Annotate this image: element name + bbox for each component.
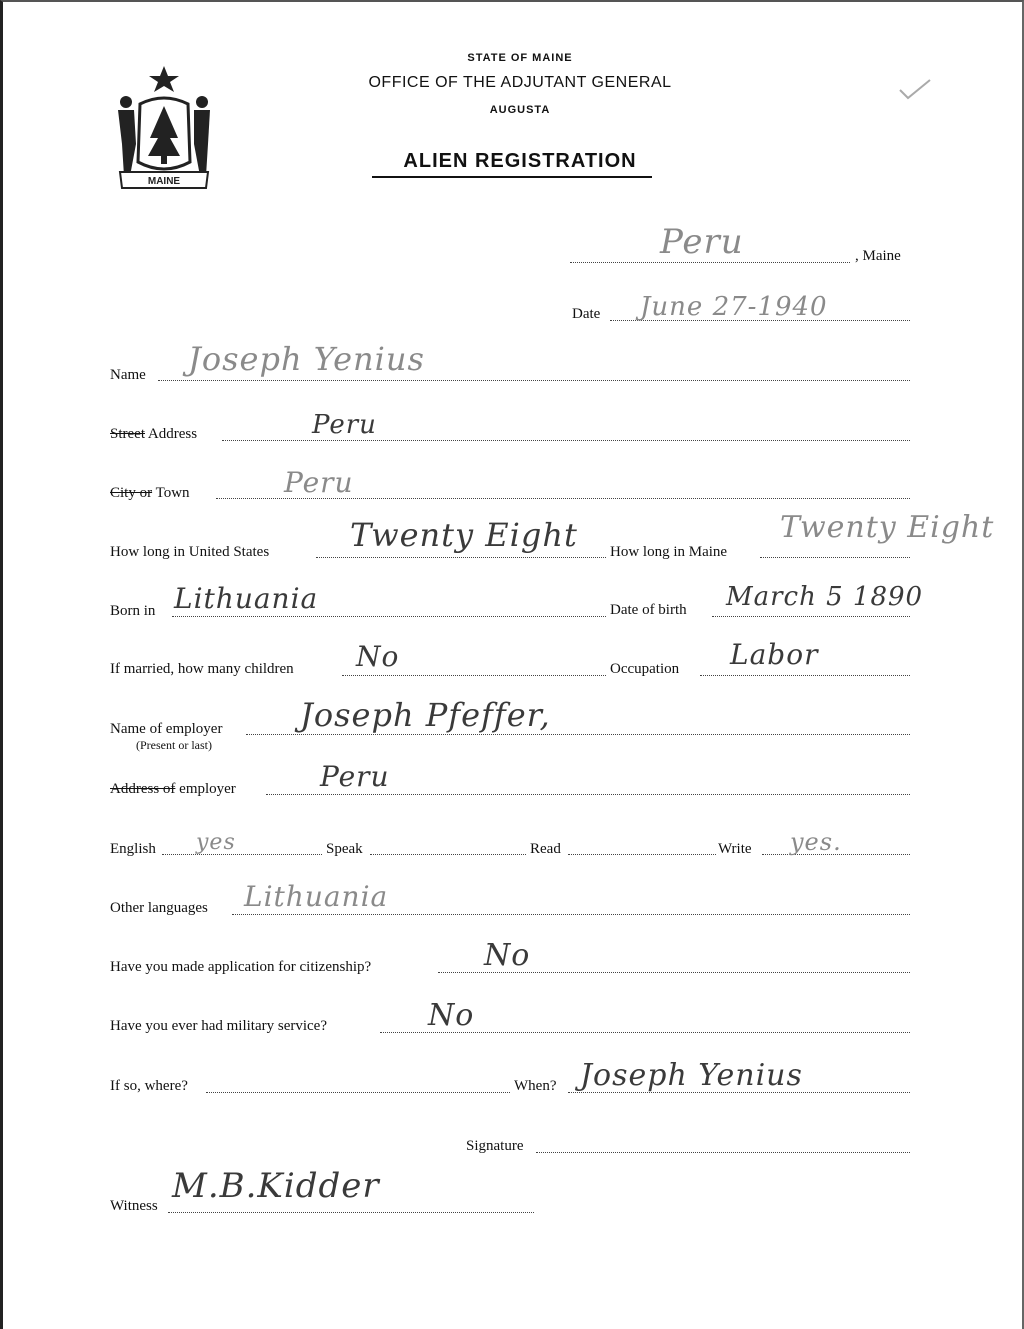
employer-address-value: Peru: [320, 760, 390, 793]
where-line: [206, 1092, 510, 1093]
employer-line: [246, 734, 910, 735]
other-languages-label: Other languages: [110, 900, 208, 916]
other-languages-value: Lithuania: [244, 880, 389, 913]
write-value: yes.: [790, 828, 842, 856]
citizenship-value: No: [484, 938, 531, 973]
name-label: Name: [110, 367, 146, 383]
occupation-line: [700, 675, 910, 676]
street-line: [222, 440, 910, 441]
maine-duration-line: [760, 557, 910, 558]
town-line: [570, 262, 850, 263]
us-duration-value: Twenty Eight: [350, 516, 578, 554]
page-title: ALIEN REGISTRATION: [403, 150, 637, 172]
employer-address-label: [110, 781, 236, 798]
header-office: OFFICE OF THE ADJUTANT GENERAL: [368, 74, 672, 91]
header-state: STATE OF MAINE: [467, 52, 573, 64]
maine-suffix: , Maine: [855, 248, 901, 264]
signature-line: [536, 1152, 910, 1153]
state-seal-icon: [110, 64, 218, 192]
employer-sublabel: (Present or last): [136, 738, 212, 752]
english-value: yes: [196, 830, 236, 855]
witness-value: M.B.Kidder: [172, 1166, 380, 1206]
name-value: Joseph Yenius: [188, 340, 425, 378]
signature-label: Signature: [466, 1138, 524, 1154]
street-struck: Street: [110, 426, 145, 442]
speak-label: Speak: [326, 841, 363, 857]
witness-label: Witness: [110, 1198, 158, 1214]
english-label: English: [110, 841, 156, 857]
us-duration-label: How long in United States: [110, 544, 270, 560]
dob-value: March 5 1890: [726, 582, 924, 612]
english-line: [162, 854, 322, 855]
street-address-label: [110, 426, 197, 443]
when-label: When?: [514, 1078, 557, 1094]
street-label-rest: Address: [145, 426, 198, 442]
date-value: June 27-1940: [640, 292, 828, 322]
born-in-value: Lithuania: [174, 582, 319, 615]
employer-address-struck: Address of: [110, 781, 176, 797]
other-languages-line: [232, 914, 910, 915]
when-value: Joseph Yenius: [580, 1058, 803, 1093]
header-city: AUGUSTA: [489, 104, 551, 116]
occupation-value: Labor: [730, 638, 819, 671]
dob-label: Date of birth: [610, 602, 687, 618]
born-in-label: Born in: [110, 603, 156, 619]
children-line: [342, 675, 606, 676]
date-label: Date: [572, 306, 601, 322]
employer-label: Name of employer: [110, 721, 223, 737]
speak-line: [370, 854, 526, 855]
dob-line: [712, 616, 910, 617]
children-label: If married, how many children: [110, 661, 294, 677]
citizenship-label: Have you made application for citizenship?: [110, 959, 372, 975]
seal-text: MAINE: [147, 176, 181, 187]
military-label: Have you ever had military service?: [110, 1018, 327, 1034]
military-value: No: [428, 998, 475, 1033]
employer-value: Joseph Pfeffer,: [300, 696, 551, 734]
check-mark-icon: [898, 76, 932, 100]
write-label: Write: [718, 841, 752, 857]
children-value: No: [356, 640, 400, 673]
name-line: [158, 380, 910, 381]
where-label: If so, where?: [110, 1078, 188, 1094]
occupation-label: Occupation: [610, 661, 680, 677]
witness-line: [168, 1212, 534, 1213]
city-label-rest: Town: [152, 485, 190, 501]
born-in-line: [172, 616, 606, 617]
maine-duration-value: Twenty Eight: [780, 510, 995, 545]
town-value: Peru: [660, 222, 744, 262]
city-town-label: [110, 485, 190, 502]
employer-address-rest: employer: [175, 781, 236, 797]
us-duration-line: [316, 557, 606, 558]
read-line: [568, 854, 716, 855]
maine-duration-label: How long in Maine: [610, 544, 728, 560]
read-label: Read: [530, 841, 561, 857]
city-value: Peru: [284, 466, 354, 499]
employer-address-line: [266, 794, 910, 795]
street-value: Peru: [312, 410, 377, 440]
title-underline: [372, 176, 652, 178]
city-struck: City or: [110, 485, 153, 501]
